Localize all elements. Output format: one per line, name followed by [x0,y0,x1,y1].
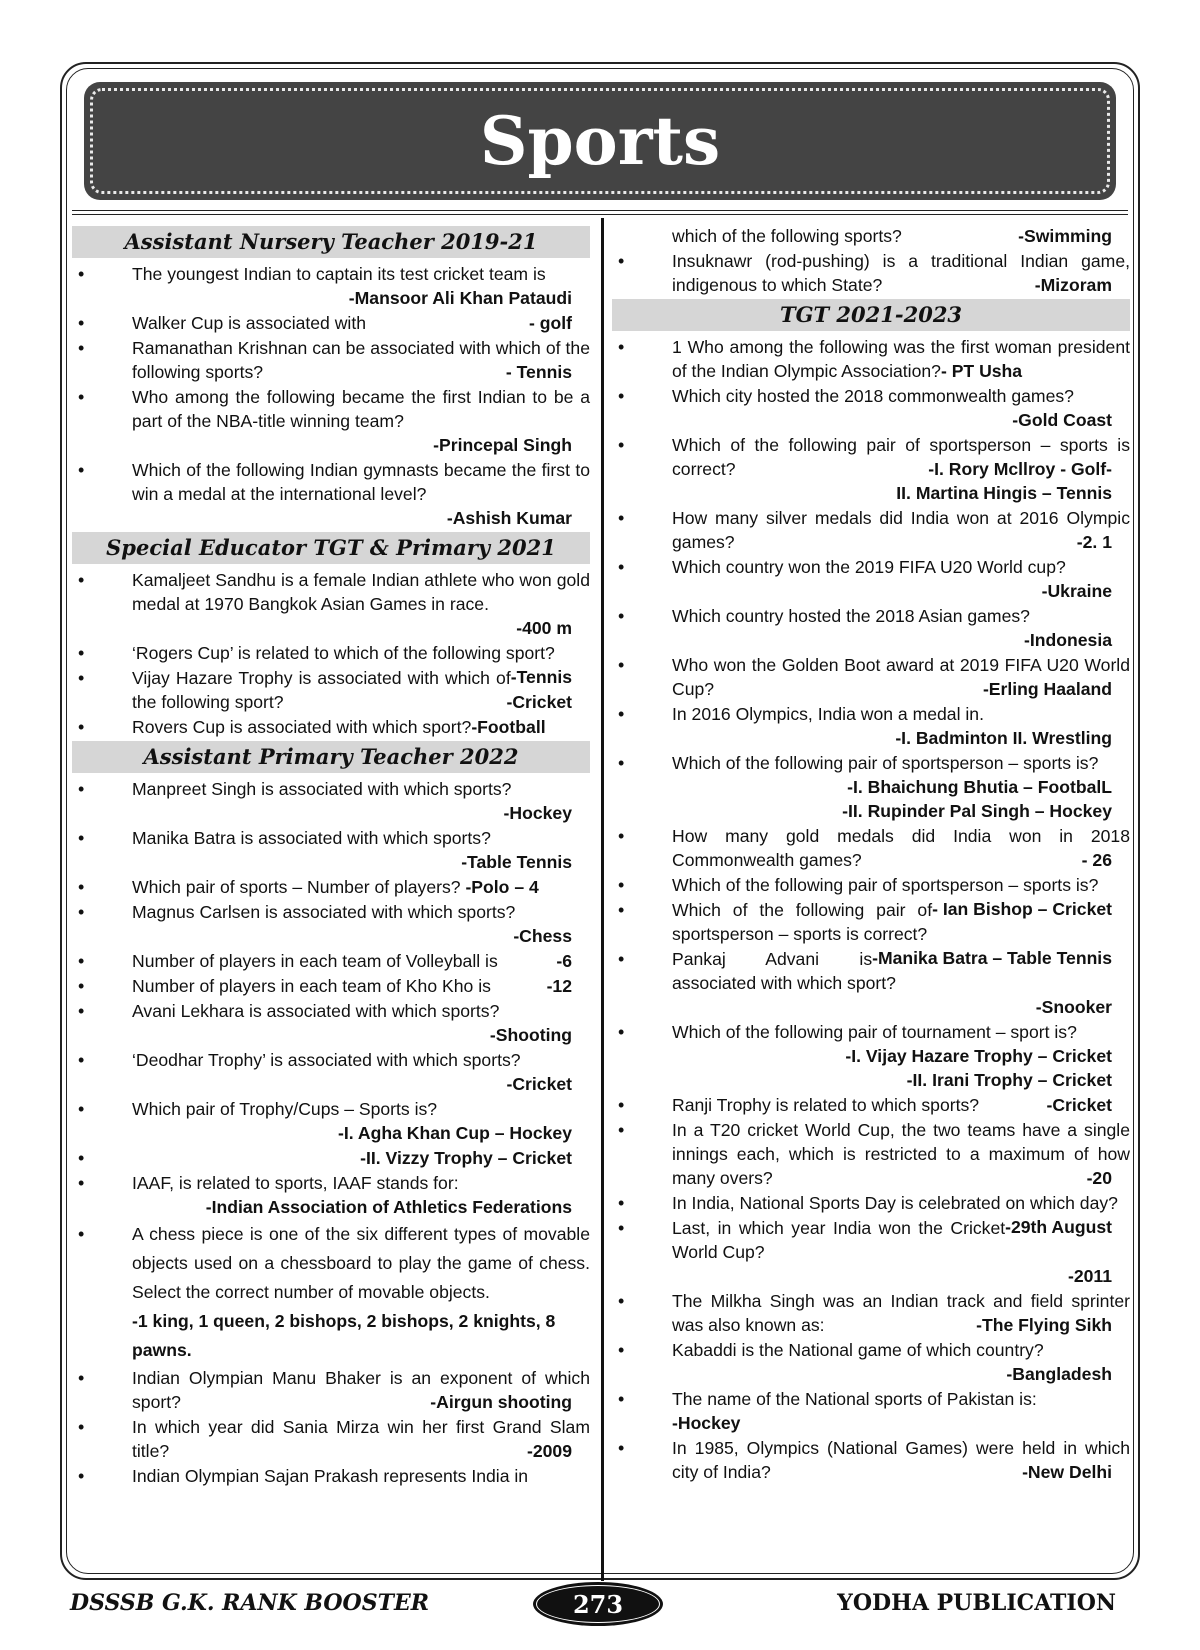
question-item: • In a T20 cricket World Cup, the two teams have a single innings each, which is restricted to a maximum of how many overs? -20 [612,1118,1130,1190]
question-item: • IAAF, is related to sports, IAAF stands for: -Indian Association of Athletics Federations [72,1171,590,1219]
question-item: • Avani Lekhara is associated with which sports? -Shooting [72,999,590,1047]
left-column [72,224,590,1489]
question-item: • Manika Batra is associated with which sports? -Table Tennis [72,826,590,874]
question-item: • Which pair of sports – Number of players? -Polo – 4 [72,875,590,899]
section-heading: TGT 2021-2023 [612,299,1130,331]
page-number-badge [533,1582,663,1626]
section-heading: Special Educator TGT & Primary 2021 [72,532,590,564]
question-item: • Which country won the 2019 FIFA U20 World cup? -Ukraine [612,555,1130,603]
question-item: • Walker Cup is associated with - golf [72,311,590,335]
question-item: • In India, National Sports Day is celebrated on which day? -29th August [612,1191,1130,1215]
column-divider [601,218,604,1581]
question-item: • Who won the Golden Boot award at 2019 FIFA U20 World Cup? -Erling Haaland [612,653,1130,701]
question-item: • Number of players in each team of Volleyball is -6 [72,949,590,973]
question-item: • Which pair of Trophy/Cups – Sports is? -I. Agha Khan Cup – Hockey [72,1097,590,1145]
page-number: 273 [572,1589,624,1619]
question-item: • Rovers Cup is associated with which sport?-Football [72,715,590,739]
question-item: • Insuknawr (rod-pushing) is a traditional Indian game, indigenous to which State? -Mizoram [612,249,1130,297]
question-item: • The name of the National sports of Pakistan is: -Hockey [612,1387,1130,1435]
question-item: • Which of the following Indian gymnasts became the first to win a medal at the international level? -Ashish Kumar [72,458,590,530]
section-heading: Assistant Nursery Teacher 2019-21 [72,226,590,258]
question-item: • Which of the following pair of sportsperson – sports is? - Ian Bishop – Cricket [612,873,1130,897]
footer-book-title: DSSSB G.K. RANK BOOSTER [70,1590,430,1616]
question-item: • In 2016 Olympics, India won a medal in. -I. Badminton II. Wrestling [612,702,1130,750]
header-rule [72,210,1128,211]
question-item: • ‘Deodhar Trophy’ is associated with which sports? -Cricket [72,1048,590,1096]
question-item: • The Milkha Singh was an Indian track and field sprinter was also known as: -The Flying Sikh [612,1289,1130,1337]
question-item: • Last, in which year India won the Cricket World Cup? -2011 [612,1216,1130,1288]
question-item: • Indian Olympian Sajan Prakash represents India in [72,1464,590,1488]
page-title: Sports [479,102,721,180]
question-item: • Kabaddi is the National game of which country? -Bangladesh [612,1338,1130,1386]
question-item: • Which city hosted the 2018 commonwealth games? -Gold Coast [612,384,1130,432]
footer-publisher: YODHA PUBLICATION [837,1590,1116,1616]
question-item: • Vijay Hazare Trophy is associated with which of the following sport? -Cricket [72,666,590,714]
question-item: • A chess piece is one of the six different types of movable objects used on a chessboard to play the game of chess. Select the correct number of movable objects. -1 king, 1 queen, 2 bishops, 2 bishops, 2 knights, 8 pawns. [72,1220,590,1365]
question-item: • Manpreet Singh is associated with which sports? -Hockey [72,777,590,825]
question-item: • Which of the following pair of tournament – sport is? -I. Vijay Hazare Trophy – Cricket -II. Irani Trophy – Cricket [612,1020,1130,1092]
question-item: • In which year did Sania Mirza win her first Grand Slam title? -2009 [72,1415,590,1463]
question-continuation: which of the following sports? -Swimming [672,226,1112,246]
question-item: • Which country hosted the 2018 Asian games? -Indonesia [612,604,1130,652]
question-item: • Ramanathan Krishnan can be associated with which of the following sports? - Tennis [72,336,590,384]
question-item: • In 1985, Olympics (National Games) were held in which city of India? -New Delhi [612,1436,1130,1484]
question-item: • 1 Who among the following was the first woman president of the Indian Olympic Association?- PT Usha [612,335,1130,383]
question-item: • Pankaj Advani is associated with which sport? -Snooker [612,947,1130,1019]
right-column [612,224,1130,1485]
question-item: • Number of players in each team of Kho Kho is -12 [72,974,590,998]
question-item: • Ranji Trophy is related to which sports? -Cricket [612,1093,1130,1117]
question-item: • Which of the following pair of sportsperson – sports is correct? -I. Rory Mcllroy - Golf- II. Martina Hingis – Tennis [612,433,1130,505]
question-item: • Which of the following pair of sportsperson – sports is correct? -Manika Batra – Table Tennis [612,898,1130,946]
question-item: • -II. Vizzy Trophy – Cricket [72,1146,590,1170]
question-item: • Indian Olympian Manu Bhaker is an exponent of which sport? -Airgun shooting [72,1366,590,1414]
question-item: • The youngest Indian to captain its test cricket team is -Mansoor Ali Khan Pataudi [72,262,590,310]
question-item: • Which of the following pair of sportsperson – sports is? -I. Bhaichung Bhutia – FootbalL -II. Rupinder Pal Singh – Hockey [612,751,1130,823]
question-item: • Magnus Carlsen is associated with which sports? -Chess [72,900,590,948]
header-rule-2 [72,214,1128,215]
question-item: • Who among the following became the first Indian to be a part of the NBA-title winning team? -Princepal Singh [72,385,590,457]
question-item: • Kamaljeet Sandhu is a female Indian athlete who won gold medal at 1970 Bangkok Asian Games in race. -400 m [72,568,590,640]
question-item: • How many gold medals did India won in 2018 Commonwealth games? - 26 [612,824,1130,872]
title-banner [84,82,1116,200]
question-item: • ‘Rogers Cup’ is related to which of the following sport? -Tennis [72,641,590,665]
question-item: • How many silver medals did India won at 2016 Olympic games? -2. 1 [612,506,1130,554]
section-heading: Assistant Primary Teacher 2022 [72,741,590,773]
